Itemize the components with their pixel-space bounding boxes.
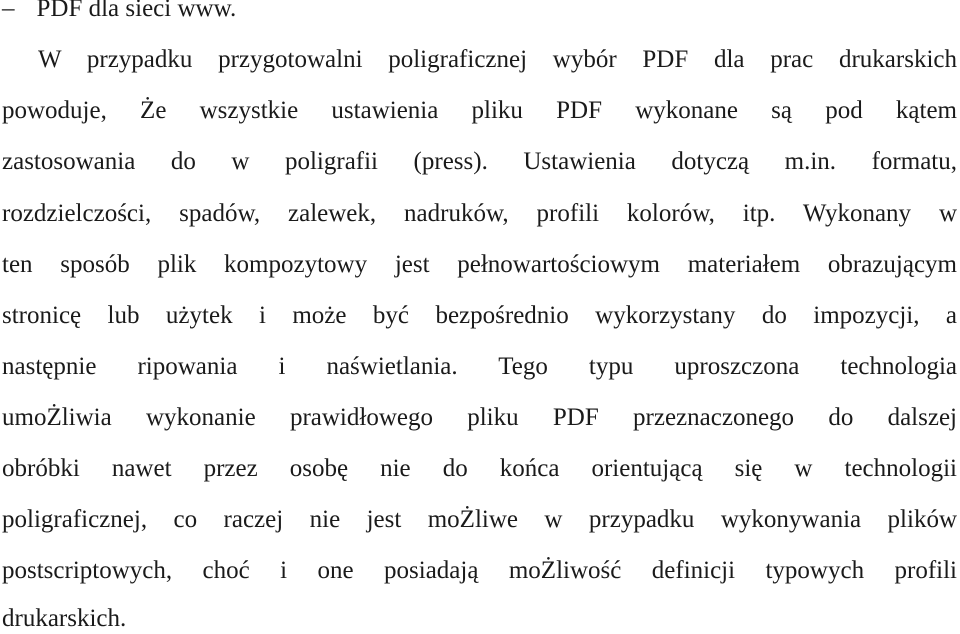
- paragraph-line-2: powoduje, Że wszystkie ustawienia pliku PDF wykonane są pod kątem: [2, 97, 957, 124]
- paragraph-line-5: ten sposób plik kompozytowy jest pełnowartościowym materiałem obrazującym: [2, 251, 957, 278]
- paragraph-line-12: drukarskich.: [2, 605, 127, 632]
- paragraph-line-7: następnie ripowania i naświetlania. Tego typu uproszczona technologia: [2, 353, 957, 380]
- paragraph-line-8: umoŻliwia wykonanie prawidłowego pliku PDF przeznaczonego do dalszej: [2, 404, 957, 431]
- paragraph-line-3: zastosowania do w poligrafii (press). Ustawienia dotyczą m.in. formatu,: [2, 148, 957, 175]
- paragraph-line-6: stronicę lub użytek i może być bezpośrednio wykorzystany do impozycji, a: [2, 302, 957, 329]
- paragraph-line-4: rozdzielczości, spadów, zalewek, nadruków, profili kolorów, itp. Wykonany w: [2, 200, 957, 227]
- paragraph-line-1: W przypadku przygotowalni poligraficznej wybór PDF dla prac drukarskich: [38, 46, 957, 73]
- paragraph-line-10: poligraficznej, co raczej nie jest moŻliwe w przypadku wykonywania plików: [2, 506, 957, 533]
- bullet-text: PDF dla sieci www.: [36, 0, 237, 22]
- paragraph-line-11: postscriptowych, choć i one posiadają moŻliwość definicji typowych profili: [2, 557, 957, 584]
- bullet-line: [2, 0, 957, 24]
- bullet-dash: –: [2, 0, 15, 22]
- paragraph-line-9: obróbki nawet przez osobę nie do końca orientującą się w technologii: [2, 455, 957, 482]
